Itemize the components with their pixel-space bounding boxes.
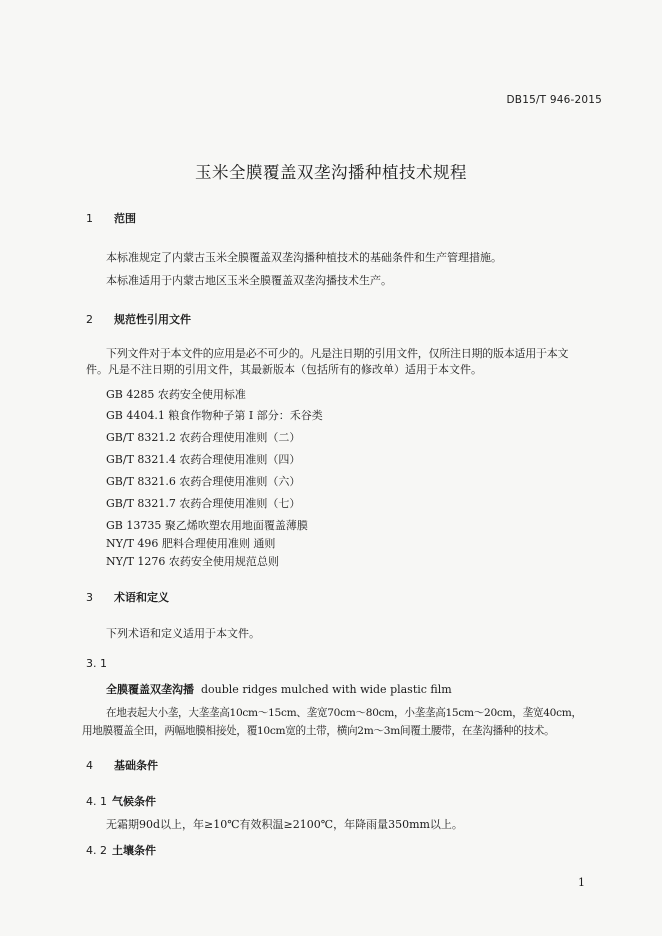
section-2-intro-line-2: 件。凡是不注日期的引用文件，其最新版本（包括所有的修改单）适用于本文件。 <box>86 363 482 376</box>
standard-code: DB15/T 946-2015 <box>506 94 602 106</box>
section-2-heading <box>86 311 191 327</box>
subsection-title: 气候条件 <box>112 795 156 808</box>
subsection-number: 4. 2 <box>86 844 107 857</box>
reference-item: GB 4285 农药安全使用标准 <box>106 388 246 401</box>
section-1-para-2: 本标准适用于内蒙古地区玉米全膜覆盖双垄沟播技术生产。 <box>106 274 392 287</box>
section-number: 1 <box>86 212 93 225</box>
reference-item: GB/T 8321.6 农药合理使用准则（六） <box>106 475 301 488</box>
climate-conditions-text: 无霜期90d以上，年≥10℃有效积温≥2100℃，年降雨量350mm以上。 <box>106 818 463 831</box>
reference-item: NY/T 1276 农药安全使用规范总则 <box>106 555 279 568</box>
reference-item: GB/T 8321.2 农药合理使用准则（二） <box>106 431 301 444</box>
section-4-heading <box>86 757 158 773</box>
reference-item: GB 13735 聚乙烯吹塑农用地面覆盖薄膜 <box>106 519 308 532</box>
section-title: 范围 <box>114 212 136 225</box>
subsection-4-1-heading <box>86 793 156 809</box>
section-number: 3 <box>86 591 93 604</box>
reference-item: NY/T 496 肥料合理使用准则 通则 <box>106 537 276 550</box>
section-1-para-1: 本标准规定了内蒙古玉米全膜覆盖双垄沟播种植技术的基础条件和生产管理措施。 <box>106 251 502 264</box>
document-title: 玉米全膜覆盖双垄沟播种植技术规程 <box>195 163 467 182</box>
subsection-number: 4. 1 <box>86 795 107 808</box>
page-number: 1 <box>578 876 585 889</box>
subsection-title: 土壤条件 <box>112 844 156 857</box>
section-title: 术语和定义 <box>114 591 169 604</box>
reference-item: GB/T 8321.7 农药合理使用准则（七） <box>106 497 301 510</box>
section-3-heading <box>86 589 169 605</box>
reference-item: GB 4404.1 粮食作物种子第 I 部分：禾谷类 <box>106 409 323 422</box>
term-entry <box>106 681 452 697</box>
section-number: 2 <box>86 313 93 326</box>
term-english: double ridges mulched with wide plastic film <box>201 683 452 696</box>
definition-line-1: 在地表起大小垄，大垄垄高10cm～15cm、垄宽70cm～80cm，小垄垄高15cm～20cm，垄宽40cm， <box>106 707 582 719</box>
section-2-intro-line-1: 下列文件对于本文件的应用是必不可少的。凡是注日期的引用文件，仅所注日期的版本适用于本文 <box>106 347 569 360</box>
section-1-heading <box>86 210 136 226</box>
definition-line-2: 用地膜覆盖全田，两幅地膜相接处，覆10cm宽的土带，横向2m～3m间覆土腰带，在垄沟播种的技术。 <box>82 725 555 737</box>
subsection-4-2-heading <box>86 842 156 858</box>
reference-item: GB/T 8321.4 农药合理使用准则（四） <box>106 453 301 466</box>
section-3-intro: 下列术语和定义适用于本文件。 <box>106 627 260 640</box>
term-chinese: 全膜覆盖双垄沟播 <box>106 683 194 696</box>
section-title: 基础条件 <box>114 759 158 772</box>
subsection-3-1-number: 3. 1 <box>86 657 107 670</box>
section-title: 规范性引用文件 <box>114 313 191 326</box>
section-number: 4 <box>86 759 93 772</box>
